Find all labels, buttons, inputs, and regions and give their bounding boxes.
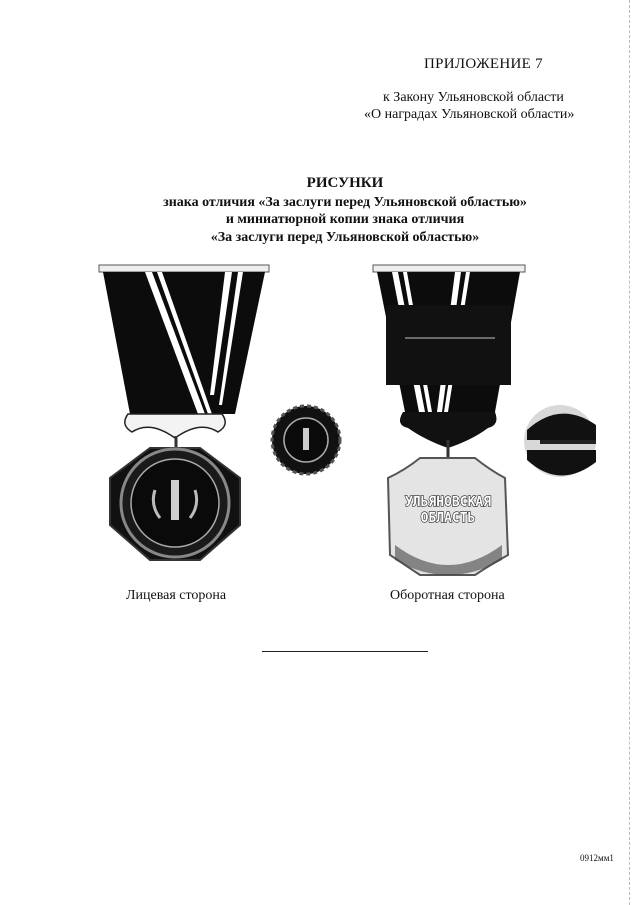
ribbon-bar — [99, 265, 269, 272]
document-heading: РИСУНКИ — [306, 175, 384, 191]
front-medal — [110, 448, 240, 560]
back-medal-figure — [373, 265, 596, 575]
law-reference-line2: «О наградах Ульяновской области» — [364, 107, 575, 122]
end-rule — [262, 651, 428, 652]
caption-front-side: Лицевая сторона — [126, 588, 227, 603]
law-reference-line1: к Закону Ульяновской области — [383, 90, 564, 105]
caption-back-side: Оборотная сторона — [390, 588, 505, 603]
front-mini-medal — [272, 406, 340, 474]
document-code: 0912мм1 — [580, 853, 614, 863]
ribbon-mount — [125, 414, 225, 438]
front-medal-figure — [99, 265, 340, 560]
appendix-label: ПРИЛОЖЕНИЕ 7 — [424, 56, 543, 72]
ribbon-bar — [373, 265, 525, 272]
reverse-inscription-line1: УЛЬЯНОВСКАЯ — [404, 495, 492, 510]
title-line3: «За заслуги перед Ульяновской областью» — [210, 230, 480, 245]
title-line1: знака отличия «За заслуги перед Ульяновской областью» — [163, 195, 527, 210]
reverse-inscription-line2: ОБЛАСТЬ — [420, 511, 476, 526]
title-line2: и миниатюрной копии знака отличия — [225, 212, 465, 227]
back-mini-medal — [524, 405, 596, 477]
back-medal — [388, 458, 508, 575]
